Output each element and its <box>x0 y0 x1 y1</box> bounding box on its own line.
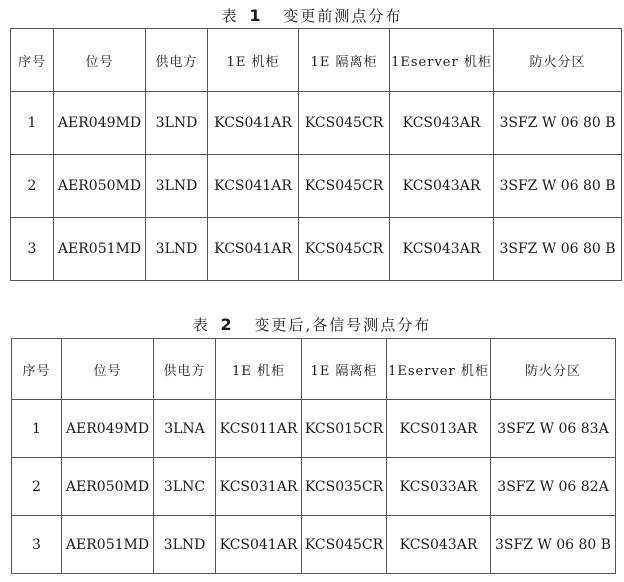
column-header: 1E 机柜 <box>208 29 299 92</box>
table-row <box>12 516 616 574</box>
table-cell: 3LNC <box>154 458 216 516</box>
table-cell: KCS041AR <box>208 92 299 155</box>
table-cell: KCS013AR <box>387 400 491 458</box>
table-cell: KCS033AR <box>387 458 491 516</box>
table-2 <box>11 338 616 574</box>
table-cell: AER051MD <box>62 516 154 574</box>
table-1 <box>10 28 622 281</box>
column-header: 1Eserver 机柜 <box>390 29 494 92</box>
table-2-caption <box>0 314 624 335</box>
table-cell: KCS043AR <box>390 92 494 155</box>
table-cell: KCS041AR <box>208 218 299 281</box>
column-header: 供电方 <box>154 339 216 400</box>
table-row <box>12 400 616 458</box>
table-header-row <box>12 339 616 400</box>
table-2-caption-number: 2 <box>220 315 234 334</box>
table-cell: KCS011AR <box>216 400 302 458</box>
table-cell: KCS045CR <box>299 155 390 218</box>
column-header: 1E 隔离柜 <box>302 339 387 400</box>
table-cell: 1 <box>12 400 62 458</box>
table-1-caption-prefix: 表 <box>221 7 239 25</box>
table-cell: 3LND <box>154 516 216 574</box>
table-cell: 3SFZ W 06 82A <box>491 458 616 516</box>
table-1-caption <box>0 5 624 26</box>
table-cell: AER049MD <box>54 92 146 155</box>
table-cell: AER050MD <box>54 155 146 218</box>
table-cell: 1 <box>11 92 54 155</box>
table-row <box>11 155 622 218</box>
table-cell: 3SFZ W 06 80 B <box>494 92 622 155</box>
column-header: 序号 <box>12 339 62 400</box>
table-row <box>12 458 616 516</box>
column-header: 供电方 <box>146 29 208 92</box>
table-cell: 3 <box>11 218 54 281</box>
column-header: 防火分区 <box>494 29 622 92</box>
table-cell: AER050MD <box>62 458 154 516</box>
table-cell: 2 <box>12 458 62 516</box>
table-2-caption-prefix: 表 <box>192 316 210 334</box>
column-header: 1Eserver 机柜 <box>387 339 491 400</box>
table-cell: 3LND <box>146 155 208 218</box>
column-header: 序号 <box>11 29 54 92</box>
table-row <box>11 218 622 281</box>
table-cell: KCS041AR <box>208 155 299 218</box>
table-cell: KCS041AR <box>216 516 302 574</box>
column-header: 位号 <box>54 29 146 92</box>
table-cell: 2 <box>11 155 54 218</box>
table-2-caption-title: 变更后,各信号测点分布 <box>254 316 432 334</box>
table-cell: KCS045CR <box>302 516 387 574</box>
table-header-row <box>11 29 622 92</box>
column-header: 防火分区 <box>491 339 616 400</box>
table-cell: 3SFZ W 06 83A <box>491 400 616 458</box>
table-cell: KCS043AR <box>390 218 494 281</box>
table-cell: 3SFZ W 06 80 B <box>491 516 616 574</box>
table-cell: KCS045CR <box>299 218 390 281</box>
table-cell: KCS035CR <box>302 458 387 516</box>
table-1-caption-number: 1 <box>249 6 263 25</box>
table-cell: KCS043AR <box>387 516 491 574</box>
table-cell: KCS045CR <box>299 92 390 155</box>
table-cell: 3SFZ W 06 80 B <box>494 155 622 218</box>
table-cell: 3 <box>12 516 62 574</box>
column-header: 1E 机柜 <box>216 339 302 400</box>
table-cell: 3LND <box>146 218 208 281</box>
table-cell: KCS031AR <box>216 458 302 516</box>
table-row <box>11 92 622 155</box>
table-cell: KCS043AR <box>390 155 494 218</box>
table-cell: 3LNA <box>154 400 216 458</box>
column-header: 1E 隔离柜 <box>299 29 390 92</box>
column-header: 位号 <box>62 339 154 400</box>
table-cell: 3LND <box>146 92 208 155</box>
table-cell: KCS015CR <box>302 400 387 458</box>
table-cell: 3SFZ W 06 80 B <box>494 218 622 281</box>
table-1-caption-title: 变更前测点分布 <box>283 7 403 25</box>
table-cell: AER051MD <box>54 218 146 281</box>
table-cell: AER049MD <box>62 400 154 458</box>
